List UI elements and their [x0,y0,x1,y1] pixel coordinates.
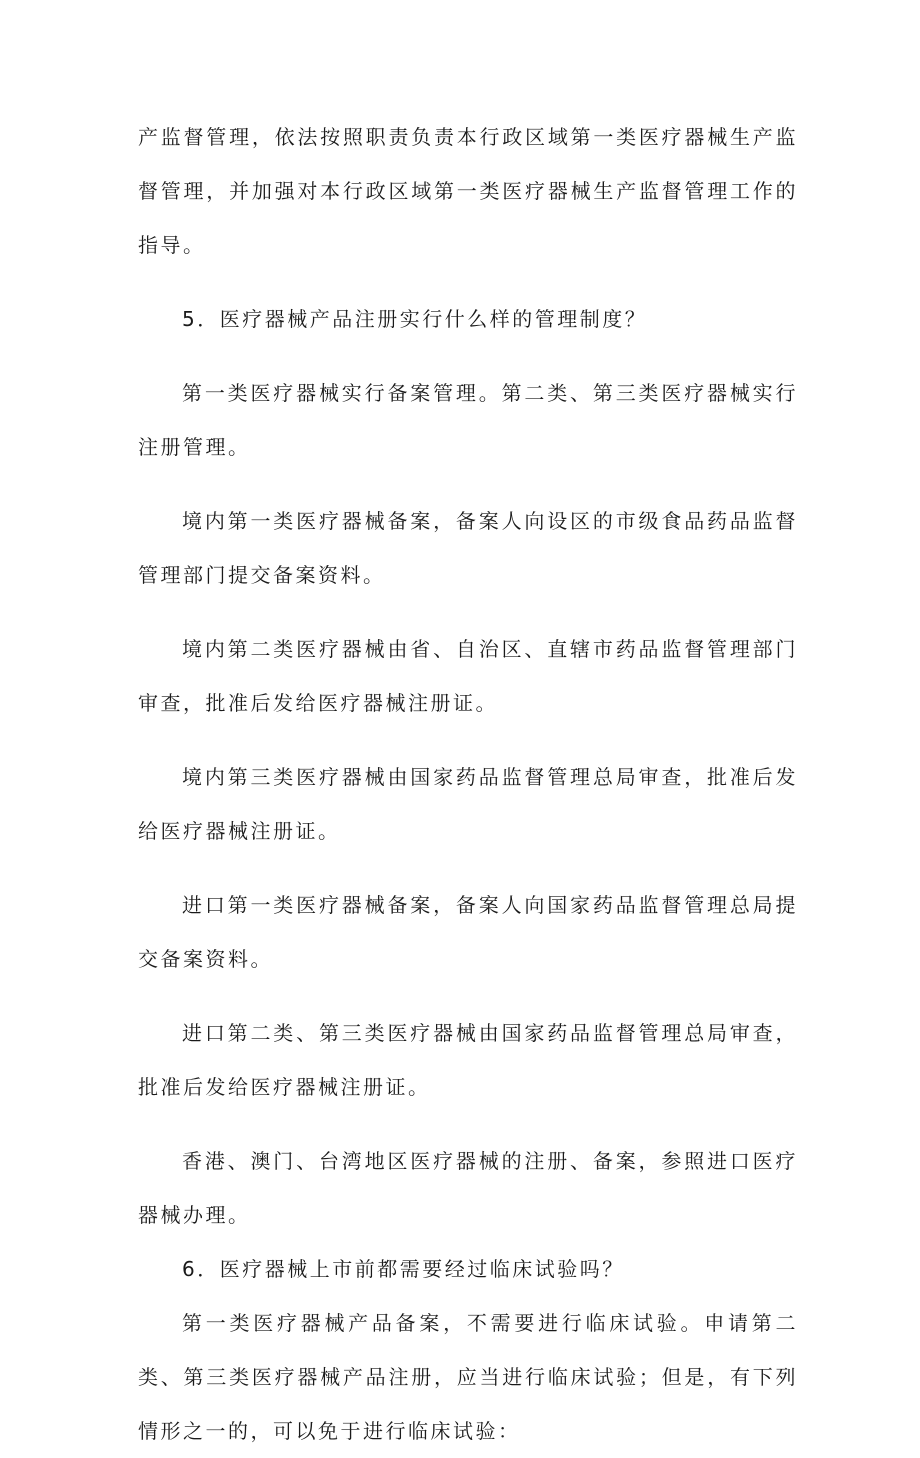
document-body [138,110,798,1458]
paragraph-import-class-2-3: 进口第二类、第三类医疗器械由国家药品监督管理总局审查，批准后发给医疗器械注册证。 [138,1021,798,1099]
paragraph-clinical-trials: 第一类医疗器械产品备案，不需要进行临床试验。申请第二类、第三类医疗器械产品注册，应当进行临床试验；但是，有下列情形之一的，可以免于进行临床试验： [138,1311,798,1443]
paragraph-continuation: 产监督管理，依法按照职责负责本行政区域第一类医疗器械生产监督管理，并加强对本行政区域第一类医疗器械生产监督管理工作的指导。 [138,125,798,257]
paragraph-domestic-class-2: 境内第二类医疗器械由省、自治区、直辖市药品监督管理部门审查，批准后发给医疗器械注册证。 [138,637,798,715]
question-5-heading: 5．医疗器械产品注册实行什么样的管理制度？ [182,307,648,331]
question-6-heading: 6．医疗器械上市前都需要经过临床试验吗？ [182,1257,625,1281]
paragraph-domestic-class-3: 境内第三类医疗器械由国家药品监督管理总局审查，批准后发给医疗器械注册证。 [138,765,798,843]
paragraph-import-class-1: 进口第一类医疗器械备案，备案人向国家药品监督管理总局提交备案资料。 [138,893,798,971]
paragraph-domestic-class-1: 境内第一类医疗器械备案，备案人向设区的市级食品药品监督管理部门提交备案资料。 [138,509,798,587]
paragraph-registration-system: 第一类医疗器械实行备案管理。第二类、第三类医疗器械实行注册管理。 [138,381,798,459]
paragraph-hk-macao-taiwan: 香港、澳门、台湾地区医疗器械的注册、备案，参照进口医疗器械办理。 [138,1149,798,1227]
